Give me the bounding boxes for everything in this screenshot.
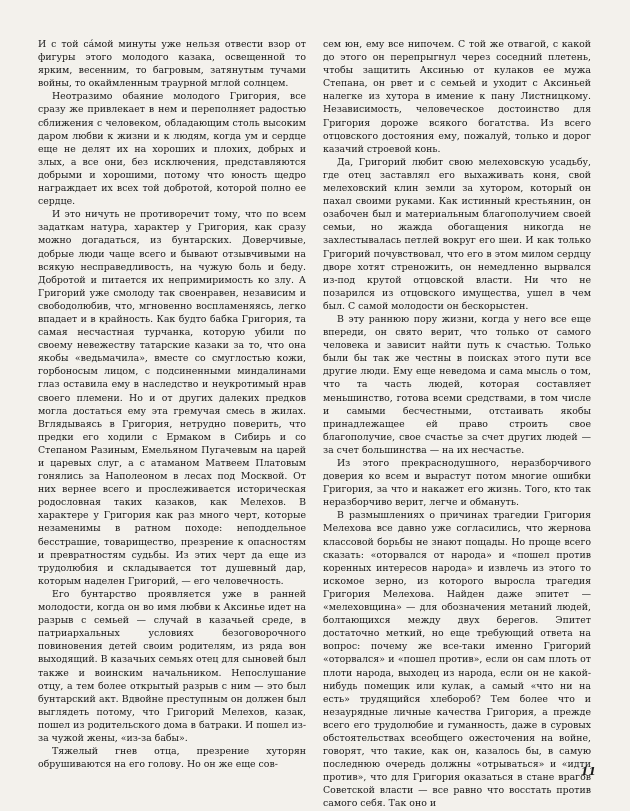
paragraph: Его бунтарство проявляется уже в ранней молодости, когда он во имя любви к Аксинье идет на разрыв с семьей — случай в казачьей среде, в патриархальных условиях безоговорочного повиновения детей своим родителям, из ряда вон выходящий. В казачьих семьях отец для сыновей был также и воинским начальником. Непослушание отцу, а тем более открытый разрыв с ним — это был бунтарский акт. Вдвойне преступным он должен был выглядеть потому, что Григорий Мелехов, казак, пошел из родительского дома в батраки. И пошел из-за чужой жены, «из-за бабы». [38,588,306,744]
paragraph: Неотразимо обаяние молодого Григория, все сразу же привлекает в нем и переполняет радостью сближения с человеком, обладающим столь высоким даром любви к жизни и к людям, когда ум и сердце еще не делят их на хороших и плохих, добрых и злых, а все они, без исключения, представляются добрыми и хорошими, потому что юность щедро награждает их всех той добротой, которой полно ее сердце. [38,91,306,208]
paragraph: Тяжелый гнев отца, презрение хуторян обрушиваются на его голову. Но он же еще сов- [38,746,306,771]
paragraph: сем юн, ему все нипочем. С той же отвагой, с какой до этого он перепрыгнул через соседний плетень, чтобы защитить Аксинью от кулаков ее мужа Степана, он рвет и с семьей и уходит с Аксиньей налегке из хутора в имение к пану Листницкому. Независимость, человеческое достоинство для Григория дороже всякого богатства. Из всего отцовского достояния ему, пожалуй, только и дорог казачий строевой конь. [323,39,591,155]
page-number: 11 [580,765,596,778]
paragraph: Да, Григорий любит свою мелеховскую усадьбу, где отец заставлял его выхаживать коня, свой мелеховский клин земли за хутором, который он пахал своими руками. Как истинный крестьянин, он озабочен был и материальным благополучием своей семьи, но жажда обогащения никогда не захлестывалась петлей вокруг его шеи. И как только Григорий почувствовал, что его в этом милом сердцу дворе хотят стреножить, он немедленно вырвался из-под крутой отцовской власти. Ни что не позарился из отцовского имущества, ушел в чем был. С самой молодости он бескорыстен. [323,156,591,312]
left-column [38,38,306,771]
paragraph: В эту раннюю пору жизни, когда у него все еще впереди, он свято верит, что только от самого человека и зависит найти путь к счастью. Только были бы так же честны в поисках этого пути все другие люди. Ему еще неведома и сама мысль о том, что та часть людей, которая составляет меньшинство, готова всеми средствами, в том числе и самыми бесчестными, отстаивать якобы принадлежащее ей право строить свое благополучие, свое счастье за счет других людей — за счет большинства — на их несчастье. [323,313,591,456]
paragraph: В размышлениях о причинах трагедии Григория Мелехова все давно уже согласились, что жернова классовой борьбы не знают пощады. Но проще всего сказать: «оторвался от народа» и «пошел против коренных интересов народа» и извлечь из этого то искомое зерно, из которого выросла трагедия Григория Мелехова. Найден даже эпитет — «мелеховщина» — для обозначения метаний людей, болтающихся между двух берегов. Эпитет достаточно меткий, но еще требующий ответа на вопрос: почему же все-таки именно Григорий «оторвался» и «пошел против», если он сам плоть от плоти народа, выходец из народа, если он не какой-нибудь помещик или кулак, а самый «что ни на есть» трудящийся хлебороб? Тем более что и незаурядные личные качества Григория, а прежде всего его трудолюбие и гуманность, даже в суровых обстоятельствах всеобщего ожесточения на войне, говорят, что такие, как он, казалось бы, в самую последнюю очередь должны «отрываться» и «идти против», что для Григория оказаться в стане врагов Советской власти — все равно что восстать против самого себя. Так оно и [323,510,591,810]
paragraph: И это ничуть не противоречит тому, что по всем задаткам натура, характер у Григория, как сразу можно догадаться, из бунтарских. Доверчивые, добрые люди чаще всего и бывают отзывчивыми на всякую несправедливость, на чужую боль и беду. Добротой и питается их непримиримость ко злу. А Григорий уже смолоду так своенравен, независим и свободолюбив, что, мгновенно воспламеняясь, легко впадает и в крайность. Как будто бабка Григория, та самая несчастная турчанка, которую убили по своему невежеству татарские казаки за то, что она якобы «ведьмачила», вместе со смуглостью кожи, горбоносым лицом, с подсиненными миндалинами глаз оставила ему в наследство и неукротимый нрав своего племени. Но и от других далеких предков могла достаться ему эта гремучая смесь в жилах. Вглядываясь в Григория, нетрудно поверить, что предки его ходили с Ермаком в Сибирь и со Степаном Разиным, Емельяном Пугачевым на царей и царевых слуг, а с атаманом Матвеем Платовым гонялись за Наполеоном в лесах под Москвой. От них вернее всего и прослеживается историческая родословная таких казаков, как Мелехов. В характере у Григория как раз много черт, которые незаменимы в ратном походе: неподдельное бесстрашие, товарищество, презрение к опасностям и превратностям судьбы. Из этих черт да еще из трудолюбия и складывается тот душевный дар, которым наделен Григорий, — его человечность. [38,209,306,587]
paragraph: Из этого прекраснодушного, неразборчивого доверия ко всем и вырастут потом многие ошибки Григория, за что и накажет его жизнь. Того, кто так неразборчиво верит, легче и обмануть. [323,458,591,509]
right-column [323,38,591,811]
paragraph: И с той са́мой минуты уже нельзя отвести взор от фигуры этого молодого казака, освещенной то ярким, весенним, то багровым, затянутым тучами войны, то окаймленным траурной мглой солнцем. [38,39,306,90]
